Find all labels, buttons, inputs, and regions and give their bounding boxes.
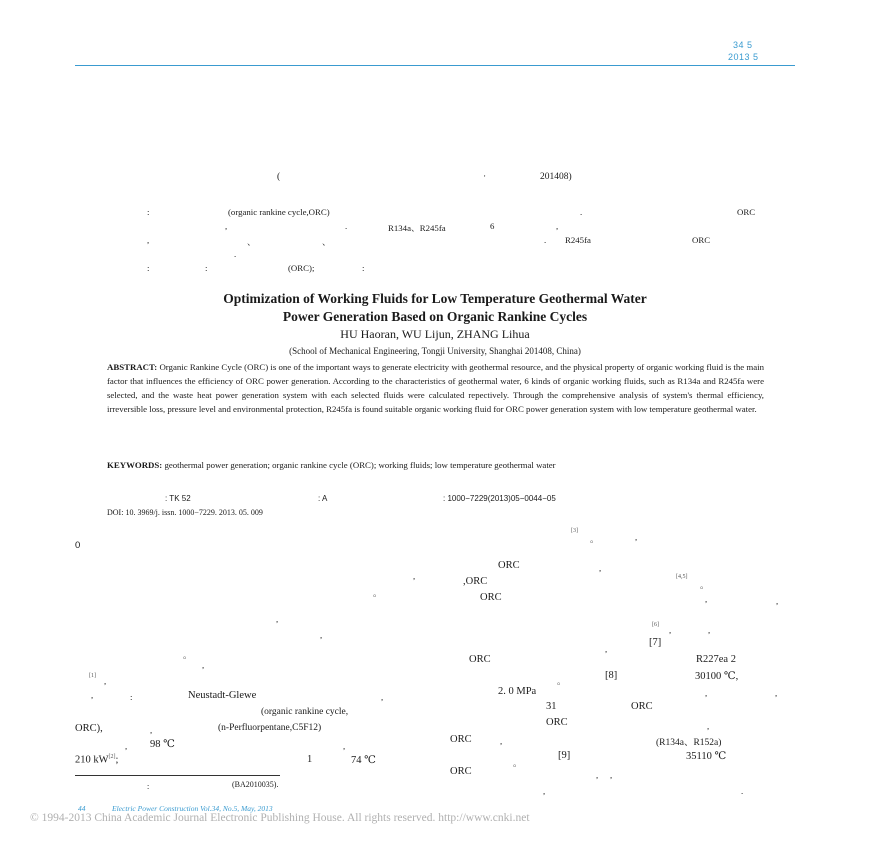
ref-8: [8]	[605, 670, 618, 681]
cn-abs-colon: :	[147, 207, 150, 217]
en-keywords	[107, 459, 764, 473]
body-98c: 98 ℃	[150, 739, 175, 750]
body-temp-2: 35110 ℃	[686, 751, 727, 762]
body-f18: :	[130, 692, 133, 702]
body-orc-7: ORC	[450, 734, 472, 745]
ref-sup-6: [6]	[652, 622, 659, 628]
body-orgcycle: (organic rankine cycle,	[261, 707, 349, 717]
ref-7: [7]	[649, 637, 662, 648]
cn-kw-orc: (ORC);	[288, 263, 315, 273]
abstract-text: Organic Rankine Cycle (ORC) is one of the important ways to generate electricity with geothermal resource, and the physical property of organic working fluid is the main factor that influences the efficiency of ORC power generation. According to the characteristics of geothermal water, 6 kinds of organic working fluids, such as R134a and R245fa were selected, and the waste heat power generation system with each selected fluids were calculated repectively. Through the comprehensive analysis of system's thermal efficiency, irreversible loss, pressure level and environmental protection, R245fa is found suitable organic working fluid for ORC power generation system with low temperature geothermal water.	[107, 362, 764, 414]
body-perfluoro: (n-Perfluorpentane,C5F12)	[218, 723, 322, 733]
body-r227ea: R227ea 2	[696, 654, 736, 665]
clc-number: : TK 52	[165, 494, 191, 503]
en-abstract	[107, 361, 764, 417]
ref-sup-2: [2]	[108, 754, 116, 760]
en-title-line2: Power Generation Based on Organic Rankine Cycles	[282, 309, 588, 324]
cn-kw-a: :	[147, 263, 150, 273]
body-neustadt: Neustadt-Glewe	[188, 690, 257, 701]
body-f5: 。	[700, 580, 709, 590]
cn-abs-l3d: .	[544, 235, 547, 245]
cn-abs-l2e: ,	[556, 221, 559, 231]
body-orc-2: ,ORC	[463, 576, 488, 587]
copyright-watermark: © 1994-2013 China Academic Journal Electronic Publishing House. All rights reserved. http://www.cnki.net	[30, 812, 530, 824]
body-f26: ,	[500, 736, 503, 746]
cn-abs-l3b: 、	[247, 237, 256, 247]
cn-abs-orc2: ORC	[692, 235, 711, 245]
en-affiliation: (School of Mechanical Engineering, Tongji University, Shanghai 201408, China)	[289, 346, 581, 356]
body-f2: ,	[635, 532, 638, 542]
body-f21: ,	[775, 688, 778, 698]
cn-abs-l3a: ,	[147, 235, 150, 245]
body-74c: 74 ℃	[351, 755, 376, 766]
body-f19: ,	[381, 692, 384, 702]
body-f8: ,	[776, 596, 779, 606]
cn-abs-orc-def: (organic rankine cycle,ORC)	[228, 207, 330, 217]
footer-journal: Electric Power Construction Vol.34, No.5, May, 2013	[112, 804, 273, 813]
body-f15: ,	[104, 676, 107, 686]
body-f12b: ,	[202, 660, 205, 670]
footnote-colon: :	[147, 782, 150, 791]
doc-code: : A	[318, 494, 328, 503]
header-volume: 34 5	[733, 40, 753, 50]
cn-abs-r245fa: R245fa	[565, 235, 591, 245]
ref-sup-3: [3]	[571, 528, 578, 534]
body-orc-6: ORC	[546, 717, 568, 728]
body-orc-paren: ORC),	[75, 723, 103, 734]
cn-aff-dot: ·	[483, 172, 487, 182]
body-orc-1: ORC	[498, 560, 520, 571]
body-210kw-semi: ;	[115, 754, 119, 766]
footnote-dot: ,	[543, 786, 546, 796]
body-orc-5: ORC	[631, 701, 653, 712]
body-orc-3: ORC	[480, 592, 502, 603]
body-f27: 。	[513, 758, 522, 768]
body-f17: ,	[91, 690, 94, 700]
cn-abs-l3c: 、	[322, 237, 331, 247]
footnote-grant: (BA2010035).	[232, 780, 279, 789]
footnote-rule	[75, 775, 280, 776]
cn-abs-orc: ORC	[737, 207, 756, 217]
body-f10: ,	[669, 625, 672, 635]
body-210kw	[75, 754, 118, 766]
body-f12: ,	[320, 630, 323, 640]
body-orc-8: ORC	[450, 766, 472, 777]
footer-page-number: 44	[78, 804, 86, 813]
footnote-dot2: .	[741, 786, 744, 796]
body-f25: ,	[343, 741, 346, 751]
header-year: 2013 5	[728, 52, 759, 62]
body-r134a: (R134a、R152a)	[656, 738, 722, 748]
body-f11: ,	[708, 625, 711, 635]
body-f13: 。	[183, 650, 192, 660]
body-f22: ,	[150, 725, 153, 735]
keywords-text: geothermal power generation; organic rankine cycle (ORC); working fluids; low temperature geothermal water	[164, 460, 556, 470]
body-one: 1	[307, 754, 313, 765]
body-f20: ,	[705, 688, 708, 698]
body-f29: ,	[610, 770, 613, 780]
en-title-line1: Optimization of Working Fluids for Low Temperature Geothermal Water	[223, 291, 647, 306]
article-id: : 1000−7229(2013)05−0044−05	[443, 494, 556, 503]
body-f14: ,	[605, 644, 608, 654]
body-f24: ,	[125, 741, 128, 751]
body-f9: ,	[276, 614, 279, 624]
cn-abs-six: 6	[490, 221, 495, 231]
body-31: 31	[546, 701, 557, 712]
header-rule	[75, 65, 795, 66]
ref-sup-1: [1]	[89, 673, 96, 679]
body-temp-1: 30100 ℃,	[695, 671, 739, 682]
keywords-label: KEYWORDS:	[107, 460, 163, 470]
section-number: 0	[75, 540, 81, 551]
body-f7: ,	[705, 594, 708, 604]
abstract-label: ABSTRACT:	[107, 362, 158, 372]
body-f6: 。	[373, 588, 382, 598]
body-f1: 。	[590, 534, 599, 544]
ref-sup-45: [4,5]	[676, 574, 688, 580]
body-f16: 。	[557, 676, 566, 686]
cn-abs-fluids: R134a、R245fa	[388, 223, 446, 233]
body-210kw-text: 210 kW	[75, 754, 109, 766]
cn-aff-postcode: 201408)	[540, 172, 572, 182]
cn-kw-d: :	[362, 263, 365, 273]
doi: DOI: 10. 3969/j. issn. 1000−7229. 2013. 05. 009	[107, 508, 263, 517]
body-pressure: 2. 0 MPa	[498, 686, 537, 697]
cn-abs-l2a: ,	[225, 221, 228, 231]
body-f23: ,	[707, 721, 710, 731]
body-f3: ,	[599, 563, 602, 573]
cn-abs-l2b: .	[345, 221, 348, 231]
body-orc-4: ORC	[469, 654, 491, 665]
body-f4: ,	[413, 571, 416, 581]
cn-abs-dot: .	[580, 207, 583, 217]
body-f28: ,	[596, 770, 599, 780]
cn-kw-b: :	[205, 263, 208, 273]
ref-9: [9]	[558, 750, 571, 761]
cn-abs-l3g: .	[234, 249, 237, 259]
en-authors: HU Haoran, WU Lijun, ZHANG Lihua	[340, 327, 530, 341]
cn-aff-open: (	[277, 172, 281, 182]
